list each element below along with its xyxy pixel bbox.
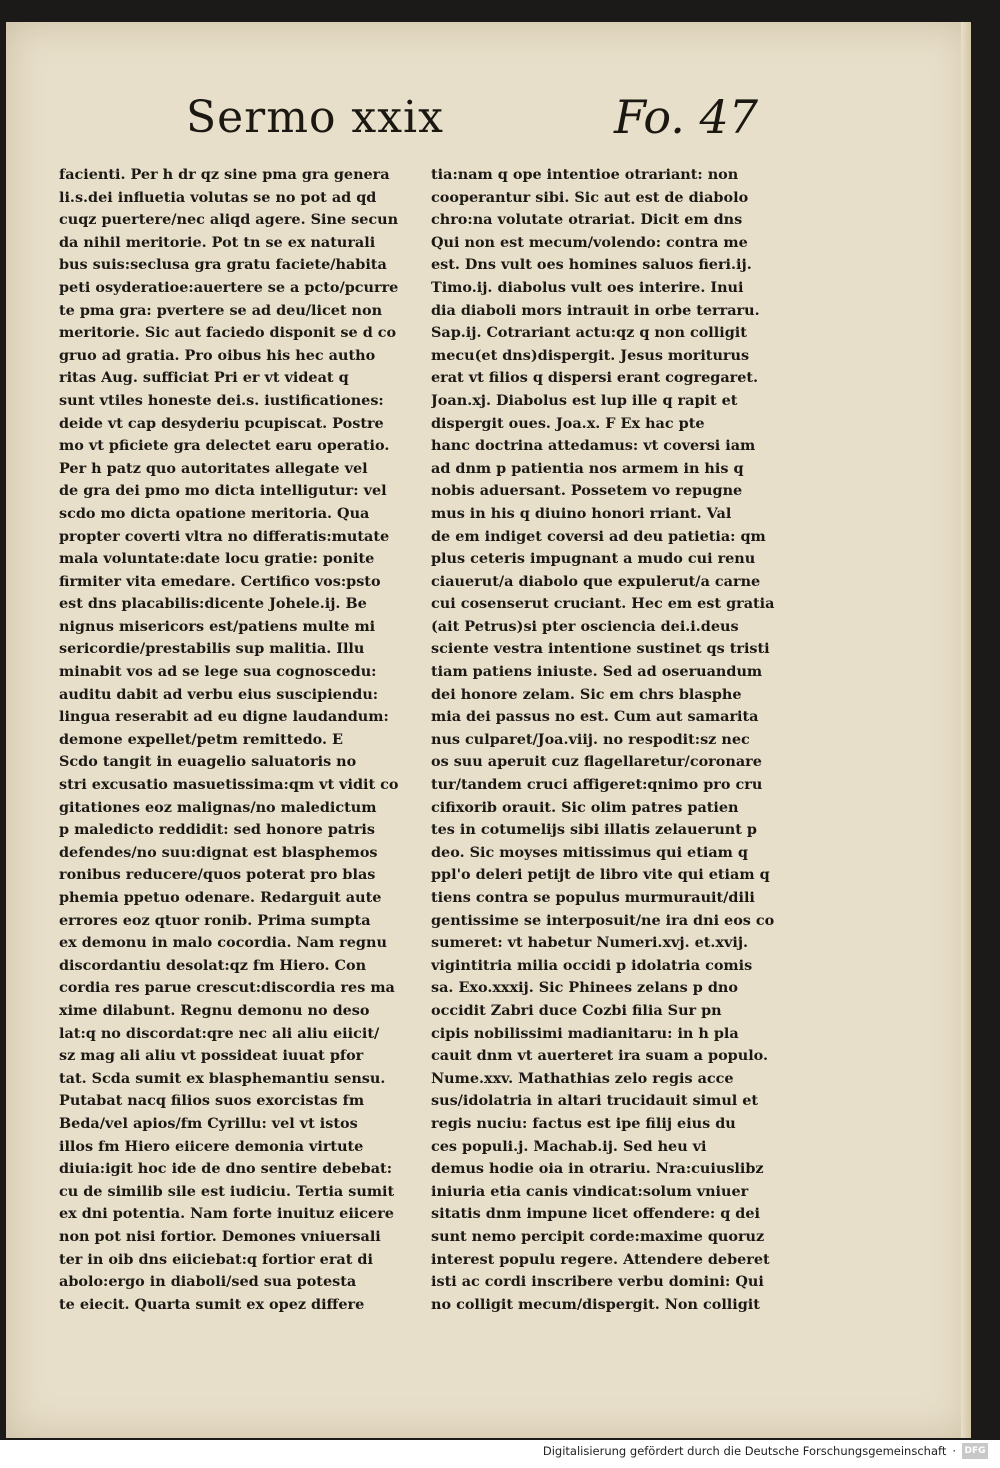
text-line: phemia ppetuo odenare. Redarguit aute [59, 889, 382, 906]
text-line: scdo mo dicta opatione meritoria. Qua [59, 504, 370, 522]
text-line: ex demonu in malo cocordia. Nam regnu [59, 934, 387, 952]
footer-separator: · [952, 1444, 956, 1458]
text-line: Per h patz quo autoritates allegate vel [59, 459, 368, 477]
text-line: sa. Exo.xxxij. Sic Phinees zelans p dno [431, 979, 738, 997]
text-line: tia:nam q ope intentioe otrariant: non [431, 166, 739, 183]
text-line: demus hodie oia in otrariu. Nra:cuiuslibz [431, 1160, 764, 1178]
text-line: sunt vtiles honeste dei.s. iustificationes: [59, 391, 384, 409]
text-line: chro:na volutate otrariat. Dicit em dns [431, 211, 743, 229]
text-line: cooperantur sibi. Sic aut est de diabolo [431, 188, 749, 206]
text-line: erat vt filios q dispersi erant cogregaret. [431, 369, 759, 387]
text-line: hanc doctrina attedamus: vt coversi iam [431, 437, 756, 455]
text-line: nobis aduersant. Possetem vo repugne [431, 482, 743, 500]
text-column-left [59, 164, 409, 1316]
text-line: mus in his q diuino honori rriant. Val [431, 504, 732, 522]
text-line: sitatis dnm impune licet offendere: q dei [431, 1205, 760, 1223]
text-line: est. Dns vult oes homines saluos fieri.ij. [431, 256, 752, 274]
text-line: isti ac cordi inscribere verbu domini: Qui [431, 1273, 764, 1291]
text-line: minabit vos ad se lege sua cognoscedu: [59, 663, 377, 681]
text-line: no colligit mecum/dispergit. Non colligit [431, 1295, 760, 1313]
text-line: auditu dabit ad verbu eius suscipiendu: [59, 685, 379, 703]
text-line: sericordie/prestabilis sup malitia. Illu [59, 640, 365, 658]
text-line: interest populu regere. Attendere deberet [431, 1250, 770, 1268]
text-line: peti osyderatioe:auertere se a pcto/pcurre [59, 278, 399, 296]
text-line: ad dnm p patientia nos armem in his q [431, 459, 744, 477]
text-line: meritorie. Sic aut faciedo disponit se d co [59, 324, 397, 342]
text-line: Timo.ij. diabolus vult oes interire. Inui [431, 278, 744, 296]
text-column-right [431, 164, 786, 1316]
text-line: ppl'o deleri petijt de libro vite qui etiam q [431, 866, 770, 884]
text-line: nus culparet/Joa.viij. no respodit:sz nec [431, 730, 750, 748]
text-line: de em indiget coversi ad deu patietia: qm [431, 527, 766, 545]
text-line: sunt nemo percipit corde:maxime quoruz [431, 1227, 765, 1245]
text-line: stri excusatio masuetissima:qm vt vidit co [59, 776, 399, 794]
folio-number: Fo. 47 [614, 90, 759, 144]
text-line: iniuria etia canis vindicat:solum vniuer [431, 1182, 749, 1200]
text-line: cauit dnm vt auerteret ira suam a populo. [431, 1047, 769, 1065]
text-line: mecu(et dns)dispergit. Jesus moriturus [431, 346, 750, 364]
text-line: Sap.ij. Cotrariant actu:qz q non colligit [431, 324, 747, 342]
text-line: deide vt cap desyderiu pcupiscat. Postre [59, 414, 384, 432]
text-line: regis nuciu: factus est ipe filij eius du [431, 1114, 736, 1132]
text-line: diuia:igit hoc ide de dno sentire debebat: [59, 1160, 393, 1178]
text-line: Joan.xj. Diabolus est lup ille q rapit et [431, 391, 738, 409]
text-line: ronibus reducere/quos poterat pro blas [59, 866, 376, 884]
running-head-title: Sermo xxix [186, 92, 444, 143]
text-line: firmiter vita emedare. Certifico vos:psto [59, 572, 381, 590]
text-line: Nume.xxv. Mathathias zelo regis acce [431, 1069, 734, 1087]
text-line: vigintitria milia occidi p idolatria comis [431, 956, 753, 974]
text-line: ces populi.j. Machab.ij. Sed heu vi [431, 1137, 707, 1155]
text-line: sumeret: vt habetur Numeri.xvj. et.xvij. [431, 934, 749, 952]
text-line: (ait Petrus)si pter osciencia dei.i.deus [431, 617, 739, 635]
text-line: ex dni potentia. Nam forte inuituz eiicere [59, 1205, 394, 1223]
text-line: tat. Scda sumit ex blasphemantiu sensu. [59, 1069, 386, 1087]
text-line: sz mag ali aliu vt possideat iuuat pfor [59, 1047, 364, 1065]
text-line: abolo:ergo in diaboli/sed sua potesta [59, 1273, 357, 1291]
text-line: mala voluntate:date locu gratie: ponite [59, 550, 375, 568]
text-line: ter in oib dns eiiciebat:q fortior erat di [59, 1250, 373, 1268]
text-line: gruo ad gratia. Pro oibus his hec autho [59, 346, 376, 364]
text-line: cordia res parue crescut:discordia res ma [59, 979, 395, 997]
text-line: tes in cotumelijs sibi illatis zelauerunt p [431, 821, 757, 839]
text-line: discordantiu desolat:qz fm Hiero. Con [59, 956, 367, 974]
text-line: ciauerut/a diabolo que expulerut/a carne [431, 572, 761, 590]
text-line: demone expellet/petm remittedo. E [59, 730, 343, 748]
text-line: plus ceteris impugnant a mudo cui renu [431, 550, 756, 568]
text-line: gentissime se interposuit/ne ira dni eos co [431, 911, 775, 929]
text-line: cipis nobilissimi madianitaru: in h pla [431, 1024, 739, 1042]
text-line: dispergit oues. Joa.x. F Ex hac pte [431, 414, 705, 432]
text-line: te pma gra: pvertere se ad deu/licet non [59, 301, 383, 319]
text-line: xime dilabunt. Regnu demonu no deso [59, 1001, 370, 1019]
credit-text: Digitalisierung gefördert durch die Deutsche Forschungsgemeinschaft [542, 1444, 947, 1458]
text-line: cuqz puertere/nec aliqd agere. Sine secun [59, 211, 399, 229]
text-line: mia dei passus no est. Cum aut samarita [431, 708, 759, 726]
text-line: nignus misericors est/patiens multe mi [59, 617, 376, 635]
page-edge-shadow [961, 22, 971, 1438]
text-line: cui cosenserut cruciant. Hec em est gratia [431, 595, 775, 613]
text-line: tiens contra se populus murmurauit/dili [431, 889, 755, 906]
text-line: cu de similib sile est iudiciu. Tertia sumit [59, 1182, 395, 1200]
text-line: tiam patiens iniuste. Sed ad oseruandum [431, 663, 763, 681]
text-line: de gra dei pmo mo dicta intelligutur: vel [59, 482, 387, 500]
text-line: p maledicto reddidit: sed honore patris [59, 821, 376, 839]
text-line: tur/tandem cruci affigeret:qnimo pro cru [431, 776, 763, 794]
text-line: est dns placabilis:dicente Johele.ij. Be [59, 595, 367, 613]
text-line: Putabat nacq filios suos exorcistas fm [59, 1092, 365, 1110]
text-line: errores eoz qtuor ronib. Prima sumpta [59, 911, 371, 929]
text-line: facienti. Per h dr qz sine pma gra genera [59, 166, 390, 183]
text-line: cifixorib orauit. Sic olim patres patien [431, 798, 739, 816]
book-page [6, 22, 971, 1438]
text-line: sciente vestra intentione sustinet qs tristi [431, 640, 770, 658]
text-line: sus/idolatria in altari trucidauit simul et [431, 1092, 759, 1110]
text-line: non pot nisi fortior. Demones vniuersali [59, 1227, 381, 1245]
text-line: da nihil meritorie. Pot tn se ex naturali [59, 233, 376, 251]
text-line: deo. Sic moyses mitissimus qui etiam q [431, 843, 748, 861]
text-line: ritas Aug. sufficiat Pri er vt videat q [59, 369, 349, 387]
text-line: gitationes eoz malignas/no maledictum [59, 798, 377, 816]
text-line: lat:q no discordat:qre nec ali aliu eiicit/ [59, 1024, 380, 1042]
text-line: te eiecit. Quarta sumit ex opez differe [59, 1295, 365, 1313]
text-line: Qui non est mecum/volendo: contra me [431, 233, 748, 251]
text-line: defendes/no suu:dignat est blasphemos [59, 843, 378, 861]
text-line: bus suis:seclusa gra gratu faciete/habita [59, 256, 387, 274]
text-line: mo vt pficiete gra delectet earu operatio. [59, 437, 390, 455]
text-line: os suu aperuit cuz flagellaretur/coronare [431, 753, 762, 771]
text-line: li.s.dei influetia volutas se no pot ad qd [59, 188, 377, 206]
text-line: Scdo tangit in euagelio saluatoris no [59, 753, 357, 771]
text-line: propter coverti vltra no differatis:mutate [59, 527, 390, 545]
text-line: dei honore zelam. Sic em chrs blasphe [431, 685, 742, 703]
text-line: lingua reserabit ad eu digne laudandum: [59, 708, 389, 726]
text-line: occidit Zabri duce Cozbi filia Sur pn [431, 1001, 722, 1019]
text-line: Beda/vel apios/fm Cyrillu: vel vt istos [59, 1114, 358, 1132]
text-line: illos fm Hiero eiicere demonia virtute [59, 1137, 364, 1155]
dfg-logo-icon: DFG [962, 1443, 988, 1459]
digitization-credit [543, 1443, 988, 1459]
text-line: dia diaboli mors intrauit in orbe terraru. [431, 301, 760, 319]
